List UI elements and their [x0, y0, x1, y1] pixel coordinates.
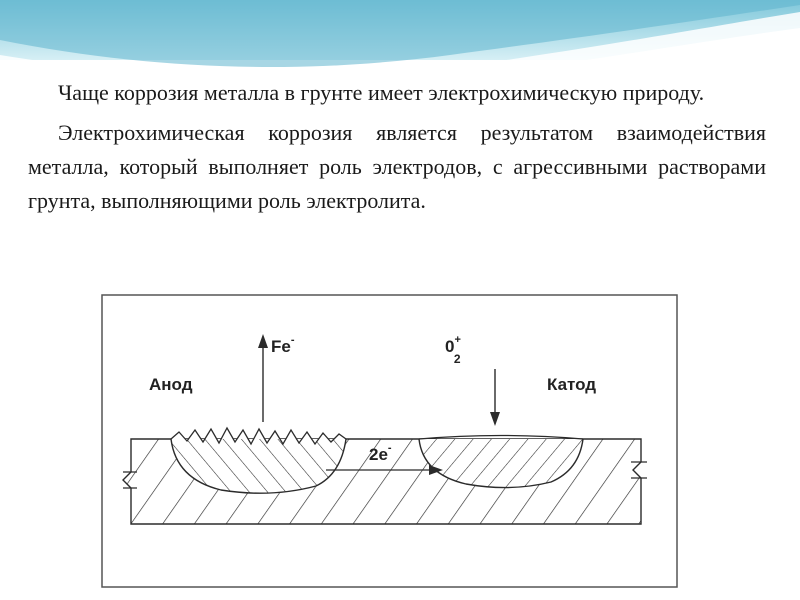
cathode-label: Катод [547, 375, 597, 394]
paragraph-2: Электрохимическая коррозия является результатом взаимодействия металла, который выполняет роль электродов, с агрессивными растворами грунта, выполняющими роль электролита. [28, 120, 766, 213]
paragraph-1: Чаще коррозия металла в грунте имеет электрохимическую природу. [58, 80, 705, 105]
oxygen-label-sub: 2 [453, 352, 461, 366]
fe-label-sup: - [290, 334, 295, 346]
oxygen-label-sup: + [454, 334, 461, 346]
corrosion-diagram [101, 294, 678, 588]
text-block [28, 76, 766, 224]
corrosion-diagram-svg [101, 294, 678, 588]
electron-label-sup: - [387, 442, 392, 454]
anode-label: Анод [149, 375, 193, 394]
fe-label-main: Fe [271, 337, 291, 356]
oxygen-label-main: 0 [445, 337, 455, 356]
electron-label-main: 2e [369, 445, 388, 464]
